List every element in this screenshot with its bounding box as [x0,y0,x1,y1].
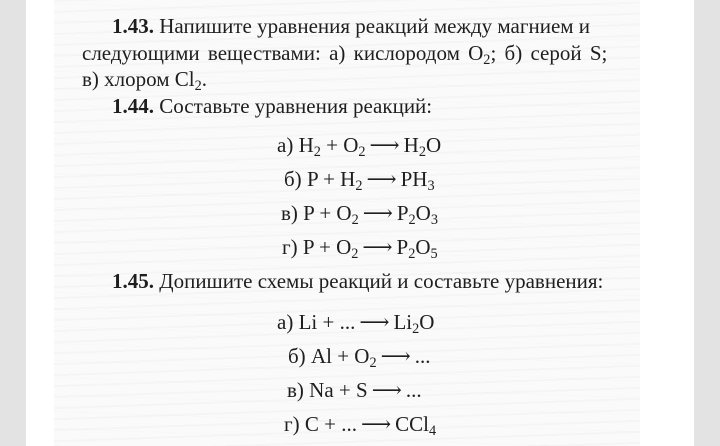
problem-text: Допишите схемы реакций и составьте уравнения: [159,269,604,293]
equation [287,378,422,402]
formula-part: + H [317,167,356,191]
problem-number: 1.43. [112,14,154,38]
subscript: 2 [412,320,420,337]
equation-label: б) [288,344,311,368]
subscript: 2 [358,143,366,160]
formula-part: + ... [317,310,356,334]
subscript: 2 [355,177,363,194]
problem-text: ; б) серой S; [490,41,608,65]
reaction-arrow-icon: ⟶ [366,167,397,191]
subscript: 3 [427,177,435,194]
equation-label: г) [282,235,303,259]
subscript: 2 [483,51,491,68]
equation-label: б) [284,167,307,191]
formula-part: + O [331,344,370,368]
formula-part: O [419,310,435,334]
formula-part: P [396,201,409,225]
subscript: 4 [428,422,437,439]
problem-text: Напишите уравнения реакций между магнием и [159,14,591,38]
formula-part: O [425,133,442,157]
equation-label: в) [287,378,310,402]
equation-label: а) [277,310,299,334]
subscript: 2 [351,211,359,228]
reaction-arrow-icon: ⟶ [380,344,411,368]
problem-1-43-line-1 [112,14,590,38]
subscript: 2 [369,354,377,371]
problem-1-43-line-2 [82,41,608,68]
reaction-arrow-icon: ⟶ [362,201,393,225]
formula-part: + ... [318,412,357,436]
formula-part: O [415,201,431,225]
formula-part: + O [313,235,352,259]
formula-part: Li [298,310,318,334]
subscript: 2 [408,245,416,262]
reaction-arrow-icon: ⟶ [360,412,392,436]
reaction-arrow-icon: ⟶ [369,133,400,157]
formula-part: + O [314,201,352,225]
formula-part: Na [309,378,334,402]
subscript: 2 [313,143,321,160]
equation [277,133,442,160]
formula-part: + O [320,133,359,157]
reaction-arrow-icon: ⟶ [359,310,390,334]
equation-label: а) [277,133,299,157]
equation [284,412,437,439]
subscript: 2 [351,245,359,262]
formula-part: P [302,235,314,259]
formula-part: Li [393,310,413,334]
problem-text: в) хлором Cl [82,67,195,91]
formula-part: H [403,133,419,157]
formula-part: H [298,133,314,157]
equation [284,167,435,194]
problem-number: 1.45. [112,269,154,293]
punctuation: . [201,67,208,91]
reaction-arrow-icon: ⟶ [371,378,402,402]
formula-part: P [303,201,315,225]
subscript: 3 [430,211,438,228]
subscript: 2 [418,143,426,160]
problem-1-44-title [112,94,432,118]
reaction-arrow-icon: ⟶ [362,235,393,259]
problem-text: следующими веществами: а) кислородом O [82,41,484,65]
problem-1-43-line-3 [82,67,208,94]
equation-label: г) [284,412,305,436]
formula-part: P [306,167,318,191]
formula-part: O [415,235,431,259]
formula-part: ... [405,378,422,402]
problem-number: 1.44. [112,94,154,118]
equation [281,201,438,228]
subscript: 5 [430,245,438,262]
formula-part: C [304,412,319,436]
problem-1-45-title [112,269,603,293]
equation [288,344,431,371]
formula-part: ... [414,344,431,368]
formula-part: + S [333,378,368,402]
formula-part: Al [310,344,332,368]
problem-text: Составьте уравнения реакций: [159,94,433,118]
subscript: 2 [408,211,416,228]
equation [282,235,438,262]
formula-part: P [396,235,409,259]
equation-label: в) [281,201,304,225]
formula-part: CCl [395,412,429,436]
formula-part: PH [400,167,428,191]
subscript: 2 [194,77,202,94]
equation [277,310,435,337]
